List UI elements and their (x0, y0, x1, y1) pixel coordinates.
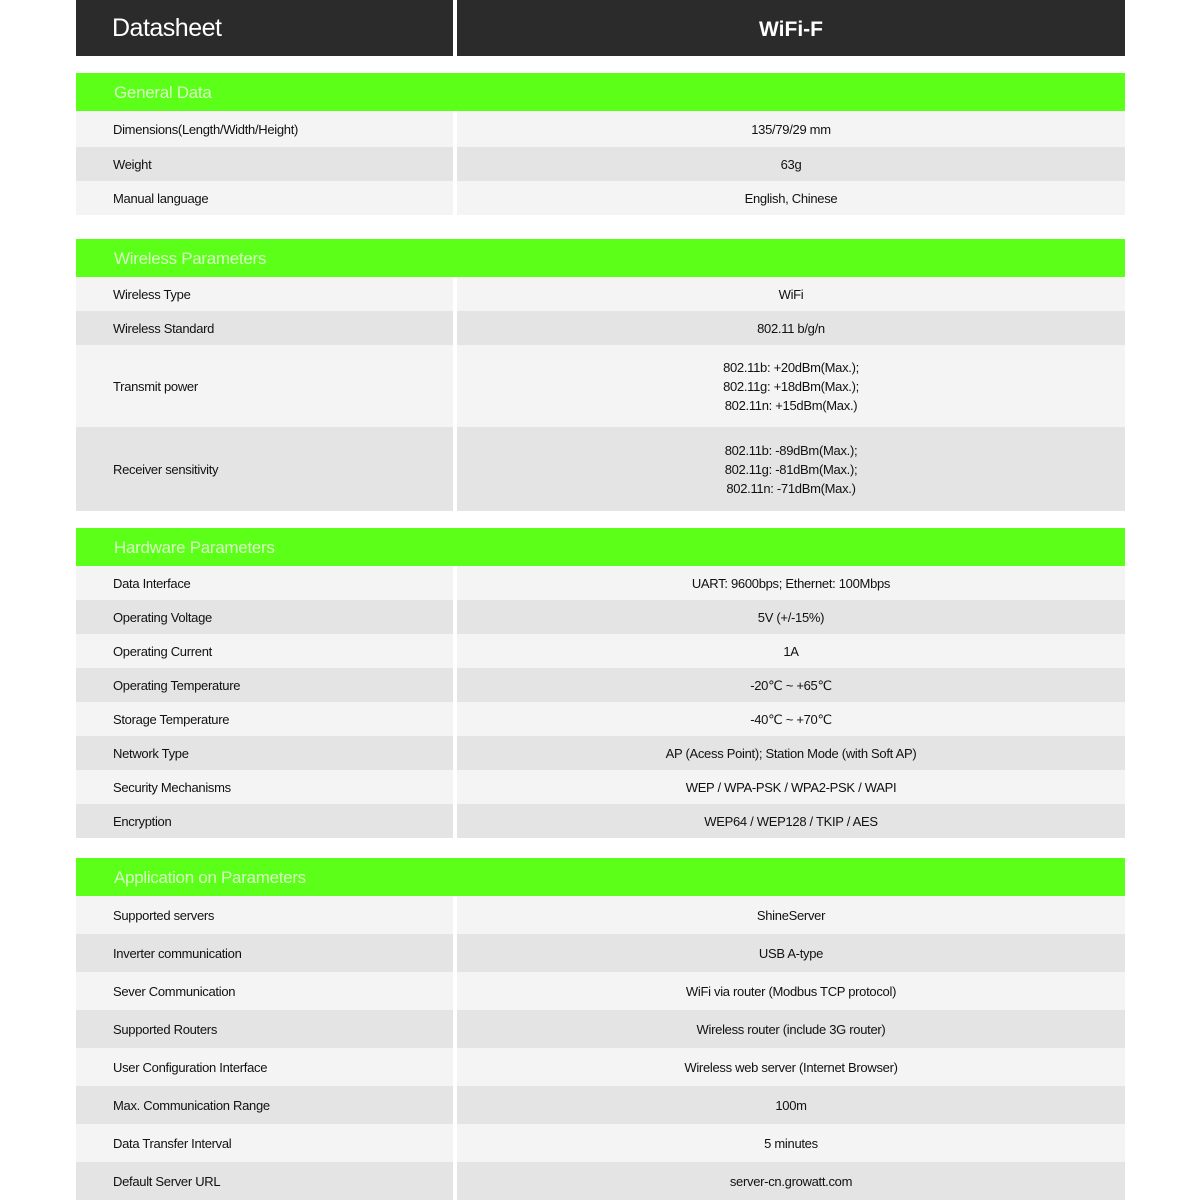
spec-value (457, 1086, 1125, 1124)
spec-label: Supported servers (113, 907, 215, 923)
spec-value-line: -40℃ ~ +70℃ (750, 711, 832, 727)
spec-row (76, 600, 1125, 634)
spec-label: Encryption (113, 813, 172, 829)
spec-value (457, 668, 1125, 702)
spec-label: Transmit power (113, 378, 198, 394)
datasheet-header (76, 0, 1125, 56)
spec-label: Receiver sensitivity (113, 461, 219, 477)
spec-value (457, 1162, 1125, 1200)
spec-row (76, 427, 1125, 511)
spec-value (457, 427, 1125, 511)
spec-value (457, 770, 1125, 804)
spec-value (457, 702, 1125, 736)
section-title: General Data (76, 73, 1125, 111)
spec-value (457, 1010, 1125, 1048)
spec-value-line: 802.11b: -89dBm(Max.); (724, 442, 858, 458)
spec-label: Wireless Type (113, 286, 191, 302)
spec-row (76, 1086, 1125, 1124)
spec-label: Sever Communication (113, 983, 236, 999)
spec-row (76, 634, 1125, 668)
spec-row (76, 1010, 1125, 1048)
spec-value (457, 804, 1125, 838)
spec-value (457, 181, 1125, 215)
spec-label: User Configuration Interface (113, 1059, 268, 1075)
section-1 (76, 73, 1125, 215)
spec-value (457, 934, 1125, 972)
spec-label: Data Transfer Interval (113, 1135, 232, 1151)
spec-value-line: AP (Acess Point); Station Mode (with Soft AP) (665, 745, 917, 761)
spec-value-line: 802.11n: +15dBm(Max.) (724, 397, 858, 413)
spec-value-line: WiFi (778, 286, 804, 302)
spec-value (457, 972, 1125, 1010)
spec-label: Default Server URL (113, 1173, 221, 1189)
spec-value-line: 100m (775, 1097, 807, 1113)
spec-row (76, 972, 1125, 1010)
spec-row (76, 934, 1125, 972)
spec-label: Weight (113, 156, 152, 172)
spec-row (76, 896, 1125, 934)
spec-value-line: -20℃ ~ +65℃ (750, 677, 832, 693)
spec-value (457, 736, 1125, 770)
header-title: Datasheet (112, 14, 222, 42)
spec-row (76, 770, 1125, 804)
spec-value-line: 135/79/29 mm (751, 121, 831, 137)
spec-value-line: 802.11n: -71dBm(Max.) (726, 480, 856, 496)
spec-row (76, 345, 1125, 427)
spec-value (457, 1124, 1125, 1162)
section-4 (76, 858, 1125, 1200)
spec-value (457, 111, 1125, 147)
spec-value (457, 311, 1125, 345)
spec-label: Inverter communication (113, 945, 242, 961)
spec-value (457, 600, 1125, 634)
spec-value-line: 1A (783, 643, 799, 659)
spec-value-line: Wireless router (include 3G router) (696, 1021, 886, 1037)
spec-value (457, 566, 1125, 600)
spec-value-line: English, Chinese (744, 190, 838, 206)
spec-label: Operating Current (113, 643, 212, 659)
spec-row (76, 566, 1125, 600)
product-name: WiFi-F (759, 18, 823, 41)
spec-label: Network Type (113, 745, 189, 761)
spec-label: Operating Voltage (113, 609, 212, 625)
spec-value-line: 5 minutes (764, 1135, 818, 1151)
spec-row (76, 181, 1125, 215)
spec-row (76, 311, 1125, 345)
spec-label: Max. Communication Range (113, 1097, 270, 1113)
spec-value-line: 802.11g: -81dBm(Max.); (724, 461, 858, 477)
spec-label: Manual language (113, 190, 209, 206)
spec-row (76, 277, 1125, 311)
spec-row (76, 111, 1125, 147)
spec-value (457, 896, 1125, 934)
spec-row (76, 668, 1125, 702)
spec-row (76, 147, 1125, 181)
section-title: Hardware Parameters (76, 528, 1125, 566)
spec-value-line: WEP / WPA-PSK / WPA2-PSK / WAPI (685, 779, 897, 795)
spec-value-line: 802.11 b/g/n (757, 320, 825, 336)
spec-row (76, 736, 1125, 770)
spec-label: Wireless Standard (113, 320, 215, 336)
section-title: Wireless Parameters (76, 239, 1125, 277)
spec-value-line: 63g (780, 156, 802, 172)
spec-value (457, 1048, 1125, 1086)
spec-value-line: 5V (+/-15%) (757, 609, 825, 625)
spec-value (457, 147, 1125, 181)
spec-label: Supported Routers (113, 1021, 218, 1037)
spec-value-line: server-cn.growatt.com (729, 1173, 853, 1189)
section-title: Application on Parameters (76, 858, 1125, 896)
section-3 (76, 528, 1125, 838)
spec-value-line: USB A-type (758, 945, 824, 961)
spec-value-line: WiFi via router (Modbus TCP protocol) (685, 983, 897, 999)
spec-value-line: ShineServer (756, 907, 826, 923)
section-2 (76, 239, 1125, 511)
spec-row (76, 804, 1125, 838)
spec-row (76, 1162, 1125, 1200)
spec-value-line: 802.11g: +18dBm(Max.); (723, 378, 859, 394)
spec-value-line: WEP64 / WEP128 / TKIP / AES (704, 813, 878, 829)
spec-row (76, 1048, 1125, 1086)
spec-label: Security Mechanisms (113, 779, 231, 795)
spec-value (457, 345, 1125, 427)
spec-label: Data Interface (113, 575, 191, 591)
spec-label: Operating Temperature (113, 677, 241, 693)
spec-row (76, 702, 1125, 736)
spec-label: Dimensions(Length/Width/Height) (113, 121, 299, 137)
spec-value (457, 634, 1125, 668)
spec-value (457, 277, 1125, 311)
spec-value-line: UART: 9600bps; Ethernet: 100Mbps (691, 575, 891, 591)
spec-value-line: 802.11b: +20dBm(Max.); (723, 359, 859, 375)
spec-value-line: Wireless web server (Internet Browser) (684, 1059, 898, 1075)
spec-label: Storage Temperature (113, 711, 230, 727)
spec-row (76, 1124, 1125, 1162)
